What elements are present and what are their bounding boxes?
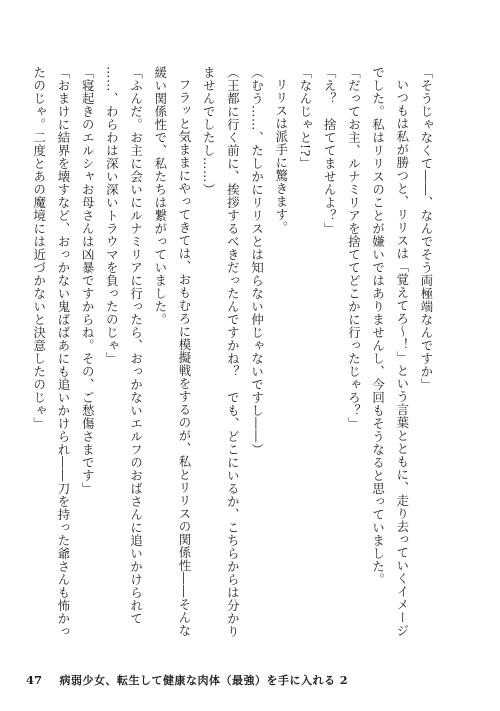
text-line: 「だってお主、ルナミリアを捨ててどこかに行ったじゃろ？」	[346, 66, 362, 430]
text-line: （むう……、たしかにリリスとは知らない仲じゃないですし――）	[249, 66, 265, 456]
text-line: リリスは派手に驚きます。	[273, 78, 289, 235]
text-line: フラッと気ままにやってきては、おもむろに模擬戦をするのが、私とリリスの関係性――そんな	[176, 78, 192, 638]
text-line: 「おまけに結界を壊すなど、おっかない鬼ばばあにも追いかけられ――刀を持った爺さんも怖かっ	[55, 66, 71, 638]
text-line: （王都に行く前に、挨拶するべきだったんですかね？ でも、どこにいるか、こちらからは分かり	[225, 66, 241, 638]
text-line: ませんでしたし……）	[201, 66, 217, 196]
text-line: 「そうじゃなくて――、なんでそう両極端なんですか」	[419, 66, 434, 391]
text-line: 「寝起きのエルシャお母さんは凶暴ですからね。その、ご愁傷さまです」	[80, 66, 96, 495]
running-title: 病弱少女、転生して健康な肉体（最強）を手に入れる 2	[59, 674, 348, 687]
text-line: ……、わらわは深い深いトラウマを負ったのじゃ」	[104, 66, 120, 365]
page-number: 47	[26, 673, 43, 687]
text-line: 「なんじゃと!?」	[297, 66, 313, 170]
text-line: いつもは私が勝つと、リリスは「覚えてろ～！」という言葉とともに、走り去っていくイメージ	[394, 78, 410, 638]
vertical-text-body	[31, 66, 438, 666]
page-footer	[26, 672, 348, 688]
text-line: たのじゃ。二度とあの魔境には近づかないと決意したのじゃ」	[31, 66, 47, 430]
text-line: 「ふんだ。お主に会いにルナミリアに行ったら、おっかないエルフのおばさんに追いかけられて	[128, 66, 144, 625]
text-line: でした。私はリリスのことが嫌いではありませんし、今回もそうなると思っていました。	[370, 66, 386, 586]
text-line: 緩い関係性で、私たちは繋がっていました。	[152, 66, 168, 326]
text-line: 「え？ 捨ててませんよ？」	[322, 66, 338, 235]
